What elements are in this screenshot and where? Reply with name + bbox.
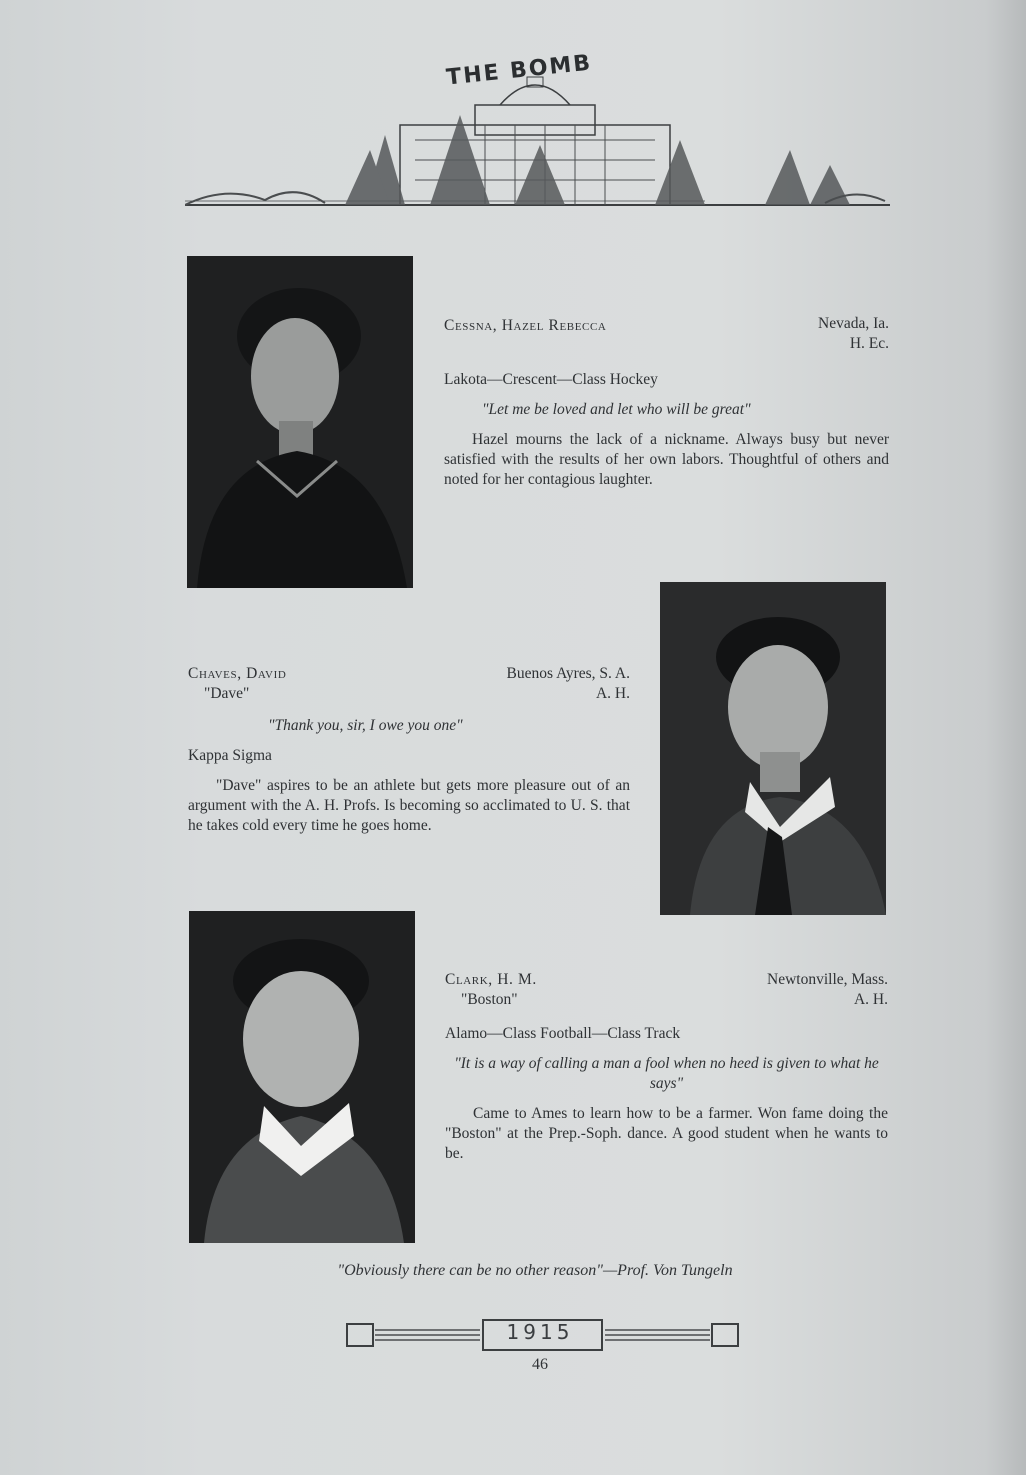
- description: Came to Ames to learn how to be a farmer. Won fame doing the "Boston" at the Prep.-Soph. dance. A good student when he wants to be.: [445, 1105, 888, 1162]
- organizations: Kappa Sigma: [188, 747, 272, 764]
- hometown: Buenos Ayres, S. A.: [506, 665, 630, 682]
- portrait-photo: [660, 582, 886, 915]
- entry-cessna: [444, 314, 889, 490]
- student-name: Chaves, David: [188, 665, 287, 682]
- portrait-photo: [187, 256, 413, 588]
- course: A. H.: [853, 991, 888, 1008]
- course: H. Ec.: [849, 335, 889, 352]
- student-name: Clark, H. M.: [445, 971, 537, 988]
- year-label: 1915: [506, 1320, 574, 1344]
- portrait-photo: [189, 911, 415, 1243]
- footer-quote: "Obviously there can be no other reason"—Prof. Von Tungeln: [337, 1262, 733, 1279]
- motto: "It is a way of calling a man a fool when no heed is given to what he says": [454, 1055, 879, 1092]
- motto: "Let me be loved and let who will be great": [482, 401, 751, 418]
- nickname: "Boston": [461, 991, 518, 1008]
- hometown: Newtonville, Mass.: [767, 971, 888, 988]
- organizations: Alamo—Class Football—Class Track: [445, 1025, 681, 1042]
- course: A. H.: [595, 685, 630, 702]
- description: Hazel mourns the lack of a nickname. Always busy but never satisfied with the results of her own labors. Thoughtful of others and noted for her contagious laughter.: [444, 431, 889, 488]
- nickname: "Dave": [204, 685, 250, 702]
- hometown: Nevada, Ia.: [818, 315, 889, 332]
- header-title: THE BOMB: [445, 50, 594, 91]
- page-number: 46: [532, 1356, 548, 1373]
- motto: "Thank you, sir, I owe you one": [268, 717, 463, 734]
- entry-clark: [445, 970, 888, 1164]
- description: "Dave" aspires to be an athlete but gets more pleasure out of an argument with the A. H. Profs. Is becoming so acclimated to U. S. that he takes cold every time he goes home.: [188, 777, 630, 834]
- organizations: Lakota—Crescent—Class Hockey: [444, 371, 658, 388]
- entry-chaves: [188, 664, 630, 836]
- student-name: Cessna, Hazel Rebecca: [444, 317, 607, 334]
